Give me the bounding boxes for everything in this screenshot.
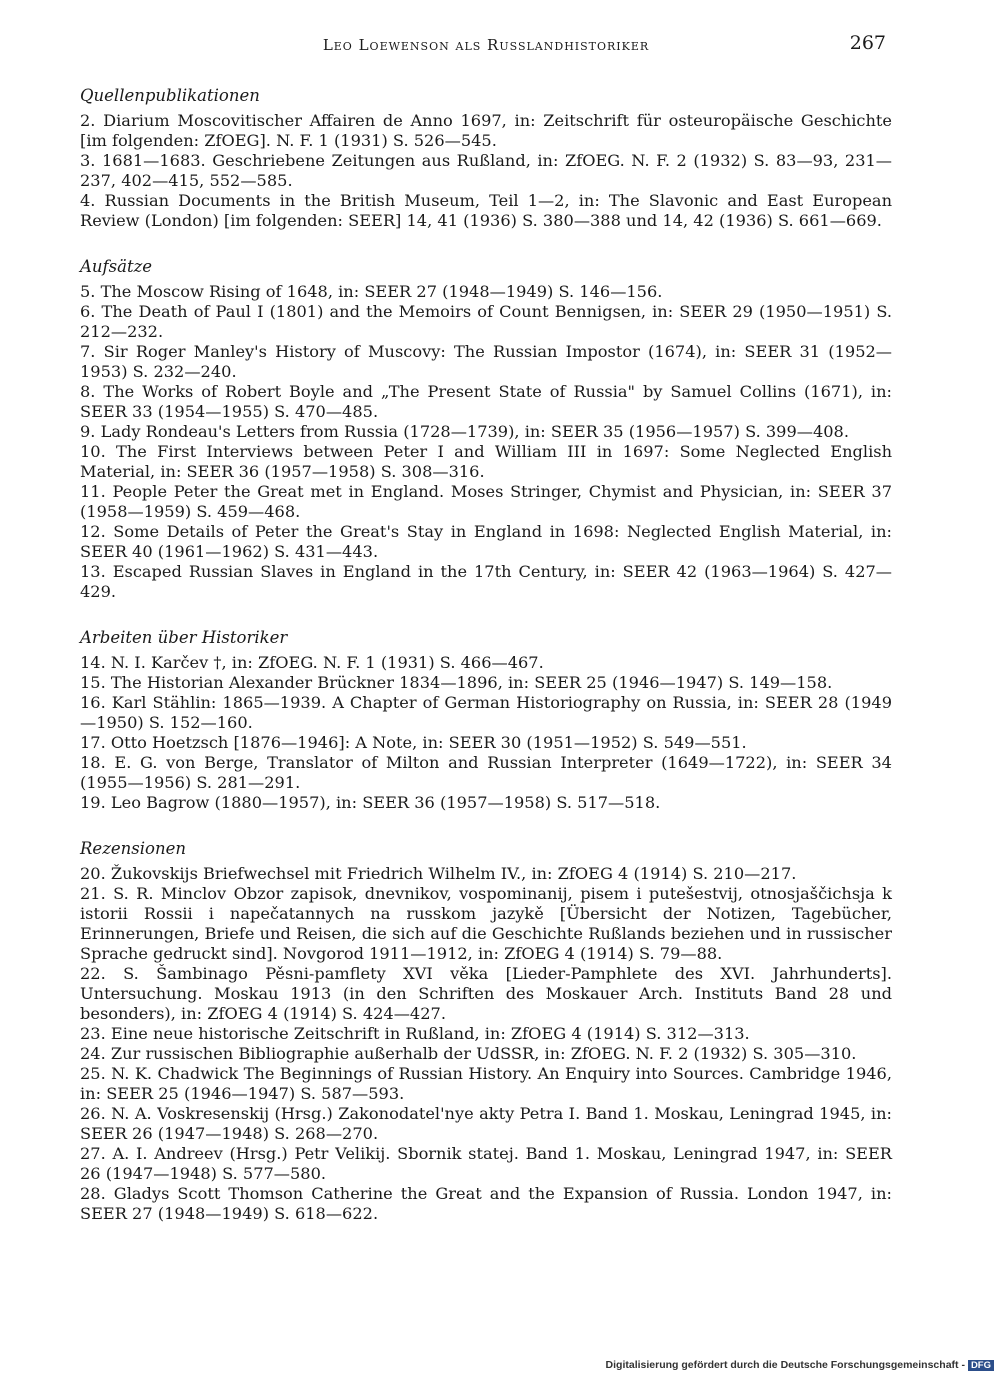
list-item: 20. Žukovskijs Briefwechsel mit Friedrich Wilhelm IV., in: ZfOEG 4 (1914) S. 210—217. [80, 864, 797, 883]
list-item: 11. People Peter the Great met in England. Moses Stringer, Chymist and Physician, in: SEER 37 (1958—1959) S. 459—468. [80, 482, 892, 521]
page-number: 267 [849, 32, 886, 54]
list-item: 12. Some Details of Peter the Great's Stay in England in 1698: Neglected English Material, in: SEER 40 (1961—1962) S. 431—443. [80, 522, 892, 561]
section-heading: Aufsätze [80, 257, 153, 276]
list-item: 14. N. I. Karčev †, in: ZfOEG. N. F. 1 (1931) S. 466—467. [80, 653, 544, 672]
list-item: 8. The Works of Robert Boyle and „The Present State of Russia" by Samuel Collins (1671), in: SEER 33 (1954—1955) S. 470—485. [80, 382, 892, 421]
list-item: 2. Diarium Moscovitischer Affairen de Anno 1697, in: Zeitschrift für osteuropäische Geschichte [im folgenden: ZfOEG]. N. F. 1 (1931) S. 526—545. [80, 111, 892, 150]
section-quellenpublikationen [80, 86, 892, 231]
list-item: 4. Russian Documents in the British Museum, Teil 1—2, in: The Slavonic and East European Review (London) [im folgenden: SEER] 14, 41 (1936) S. 380—388 und 14, 42 (1936) S. 661—669. [80, 191, 892, 230]
list-item: 23. Eine neue historische Zeitschrift in Rußland, in: ZfOEG 4 (1914) S. 312—313. [80, 1024, 750, 1043]
list-item: 10. The First Interviews between Peter I and William III in 1697: Some Neglected English Material, in: SEER 36 (1957—1958) S. 308—316. [80, 442, 892, 481]
list-item: 25. N. K. Chadwick The Beginnings of Russian History. An Enquiry into Sources. Cambridge 1946, in: SEER 25 (1946—1947) S. 587—593. [80, 1064, 892, 1103]
list-item: 27. A. I. Andreev (Hrsg.) Petr Velikij. Sbornik statej. Band 1. Moskau, Leningrad 1947, in: SEER 26 (1947—1948) S. 577—580. [80, 1144, 892, 1183]
list-item: 18. E. G. von Berge, Translator of Milton and Russian Interpreter (1649—1722), in: SEER 34 (1955—1956) S. 281—291. [80, 753, 892, 792]
section-rezensionen [80, 839, 892, 1224]
list-item: 21. S. R. Minclov Obzor zapisok, dnevnikov, vospominanij, pisem i putešestvij, otnosjaščichsja k istorii Rossii i napečatannych na russkom jazykě [Übersicht der Notizen, Tagebücher, Erinnerungen, Briefe und Reisen, die sich auf die Geschichte Rußlands beziehen und in russischer Sprache gedruckt sind]. Novgorod 1911—1912, in: ZfOEG 4 (1914) S. 79—88. [80, 884, 892, 963]
page-content [80, 32, 892, 1224]
list-item: 5. The Moscow Rising of 1648, in: SEER 27 (1948—1949) S. 146—156. [80, 282, 663, 301]
running-title: Leo Loewenson als Russlandhistoriker [322, 36, 650, 54]
list-item: 13. Escaped Russian Slaves in England in the 17th Century, in: SEER 42 (1963—1964) S. 427—429. [80, 562, 892, 601]
list-item: 28. Gladys Scott Thomson Catherine the Great and the Expansion of Russia. London 1947, in: SEER 27 (1948—1949) S. 618—622. [80, 1184, 892, 1223]
running-head [80, 32, 892, 64]
list-item: 3. 1681—1683. Geschriebene Zeitungen aus Rußland, in: ZfOEG. N. F. 2 (1932) S. 83—93, 231—237, 402—415, 552—585. [80, 151, 892, 190]
section-arbeiten-ueber-historiker [80, 628, 892, 813]
section-aufsaetze [80, 257, 892, 602]
dfg-logo: DFG [968, 1360, 994, 1371]
list-item: 24. Zur russischen Bibliographie außerhalb der UdSSR, in: ZfOEG. N. F. 2 (1932) S. 305—310. [80, 1044, 857, 1063]
list-item: 7. Sir Roger Manley's History of Muscovy: The Russian Impostor (1674), in: SEER 31 (1952—1953) S. 232—240. [80, 342, 892, 381]
list-item: 6. The Death of Paul I (1801) and the Memoirs of Count Bennigsen, in: SEER 29 (1950—1951) S. 212—232. [80, 302, 892, 341]
section-heading: Quellenpublikationen [80, 86, 260, 105]
list-item: 17. Otto Hoetzsch [1876—1946]: A Note, in: SEER 30 (1951—1952) S. 549—551. [80, 733, 747, 752]
list-item: 9. Lady Rondeau's Letters from Russia (1728—1739), in: SEER 35 (1956—1957) S. 399—408. [80, 422, 849, 441]
list-item: 26. N. A. Voskresenskij (Hrsg.) Zakonodatel'nye akty Petra I. Band 1. Moskau, Leningrad 1945, in: SEER 26 (1947—1948) S. 268—270. [80, 1104, 892, 1143]
section-heading: Arbeiten über Historiker [80, 628, 288, 647]
list-item: 22. S. Šambinago Pěsni-pamflety XVI věka [Lieder-Pamphlete des XVI. Jahrhunderts]. Untersuchung. Moskau 1913 (in den Schriften des Moskauer Arch. Instituts Band 28 und besonders), in: ZfOEG 4 (1914) S. 424—427. [80, 964, 892, 1023]
list-item: 19. Leo Bagrow (1880—1957), in: SEER 36 (1957—1958) S. 517—518. [80, 793, 661, 812]
section-heading: Rezensionen [80, 839, 186, 858]
footer-text: Digitalisierung gefördert durch die Deutsche Forschungsgemeinschaft - [605, 1359, 965, 1371]
digitization-footer [606, 1359, 994, 1371]
list-item: 15. The Historian Alexander Brückner 1834—1896, in: SEER 25 (1946—1947) S. 149—158. [80, 673, 833, 692]
list-item: 16. Karl Stählin: 1865—1939. A Chapter of German Historiography on Russia, in: SEER 28 (1949—1950) S. 152—160. [80, 693, 892, 732]
